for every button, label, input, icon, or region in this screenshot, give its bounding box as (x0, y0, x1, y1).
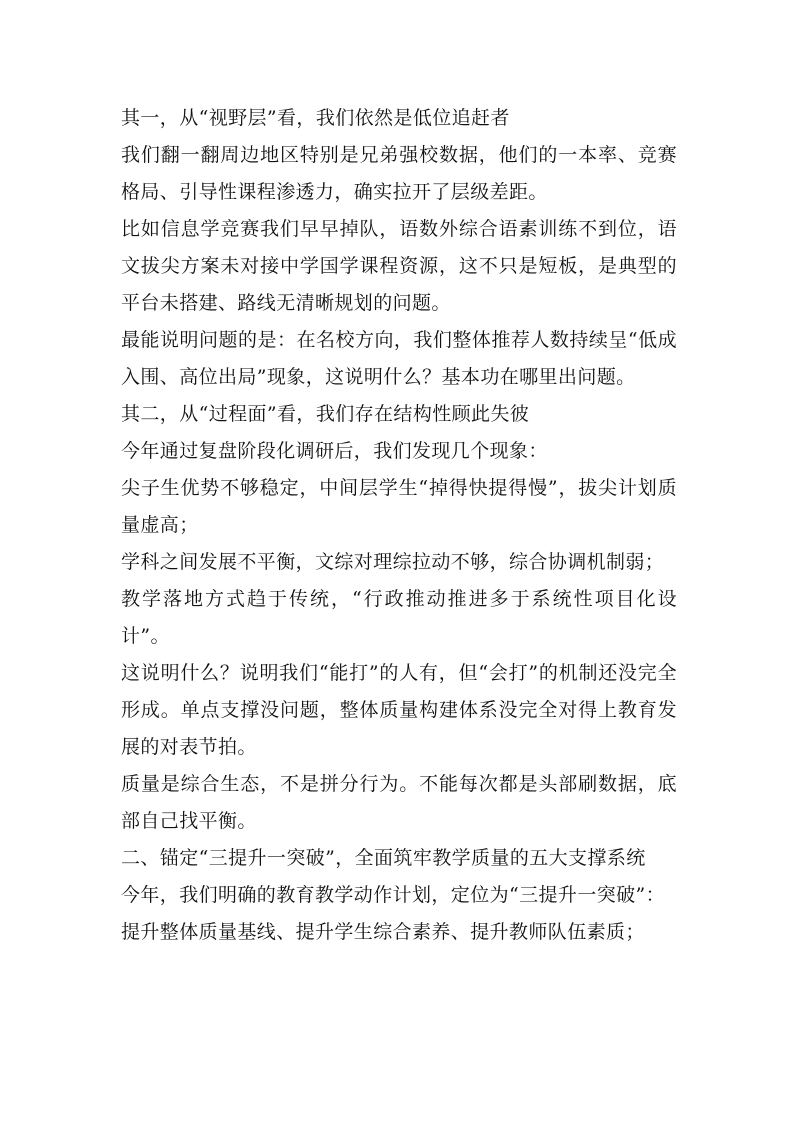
paragraph-peer-comparison: 我们翻一翻周边地区特别是兄弟强校数据，他们的一本率、竞赛格局、引导性课程渗透力，确实拉开了层级差距。 (121, 144, 677, 203)
paragraph-quality-ecology: 质量是综合生态，不是拼分行为。不能每次都是头部刷数据，底部自己找平衡。 (121, 773, 677, 832)
paragraph-three-improvements: 提升整体质量基线、提升学生综合素养、提升教师队伍素质； (121, 921, 645, 943)
heading-vision-layer: 其一，从“视野层”看，我们依然是低位追赶者 (121, 107, 510, 129)
paragraph-key-evidence: 最能说明问题的是：在名校方向，我们整体推荐人数持续呈“低成入围、高位出局”现象，这说明什么？基本功在哪里出问题。 (121, 329, 677, 388)
paragraph-review-findings: 今年通过复盘阶段化调研后，我们发现几个现象： (121, 440, 548, 462)
paragraph-subject-balance: 学科之间发展不平衡，文综对理综拉动不够，综合协调机制弱； (121, 551, 665, 573)
heading-section-two: 二、锚定“三提升一突破”，全面筑牢教学质量的五大支撑系统 (121, 847, 646, 869)
heading-process-level: 其二，从“过程面”看，我们存在结构性顾此失彼 (121, 403, 530, 425)
paragraph-top-students: 尖子生优势不够稳定，中间层学生“掉得快提得慢”，拔尖计划质量虚高； (121, 477, 677, 536)
paragraph-teaching-methods: 教学落地方式趋于传统，“行政推动推进多于系统性项目化设计”。 (121, 588, 677, 647)
paragraph-mechanism-analysis: 这说明什么？说明我们“能打”的人有，但“会打”的机制还没完全形成。单点支撑没问题，整体质量构建体系没完全对得上教育发展的对表节拍。 (121, 662, 677, 758)
document-body (121, 100, 677, 951)
paragraph-action-plan: 今年，我们明确的教育教学动作计划，定位为“三提升一突破”： (121, 884, 666, 906)
paragraph-competition-example: 比如信息学竞赛我们早早掉队，语数外综合语素训练不到位，语文拔尖方案未对接中学国学课程资源，这不只是短板，是典型的平台未搭建、路线无清晰规划的问题。 (121, 218, 677, 314)
